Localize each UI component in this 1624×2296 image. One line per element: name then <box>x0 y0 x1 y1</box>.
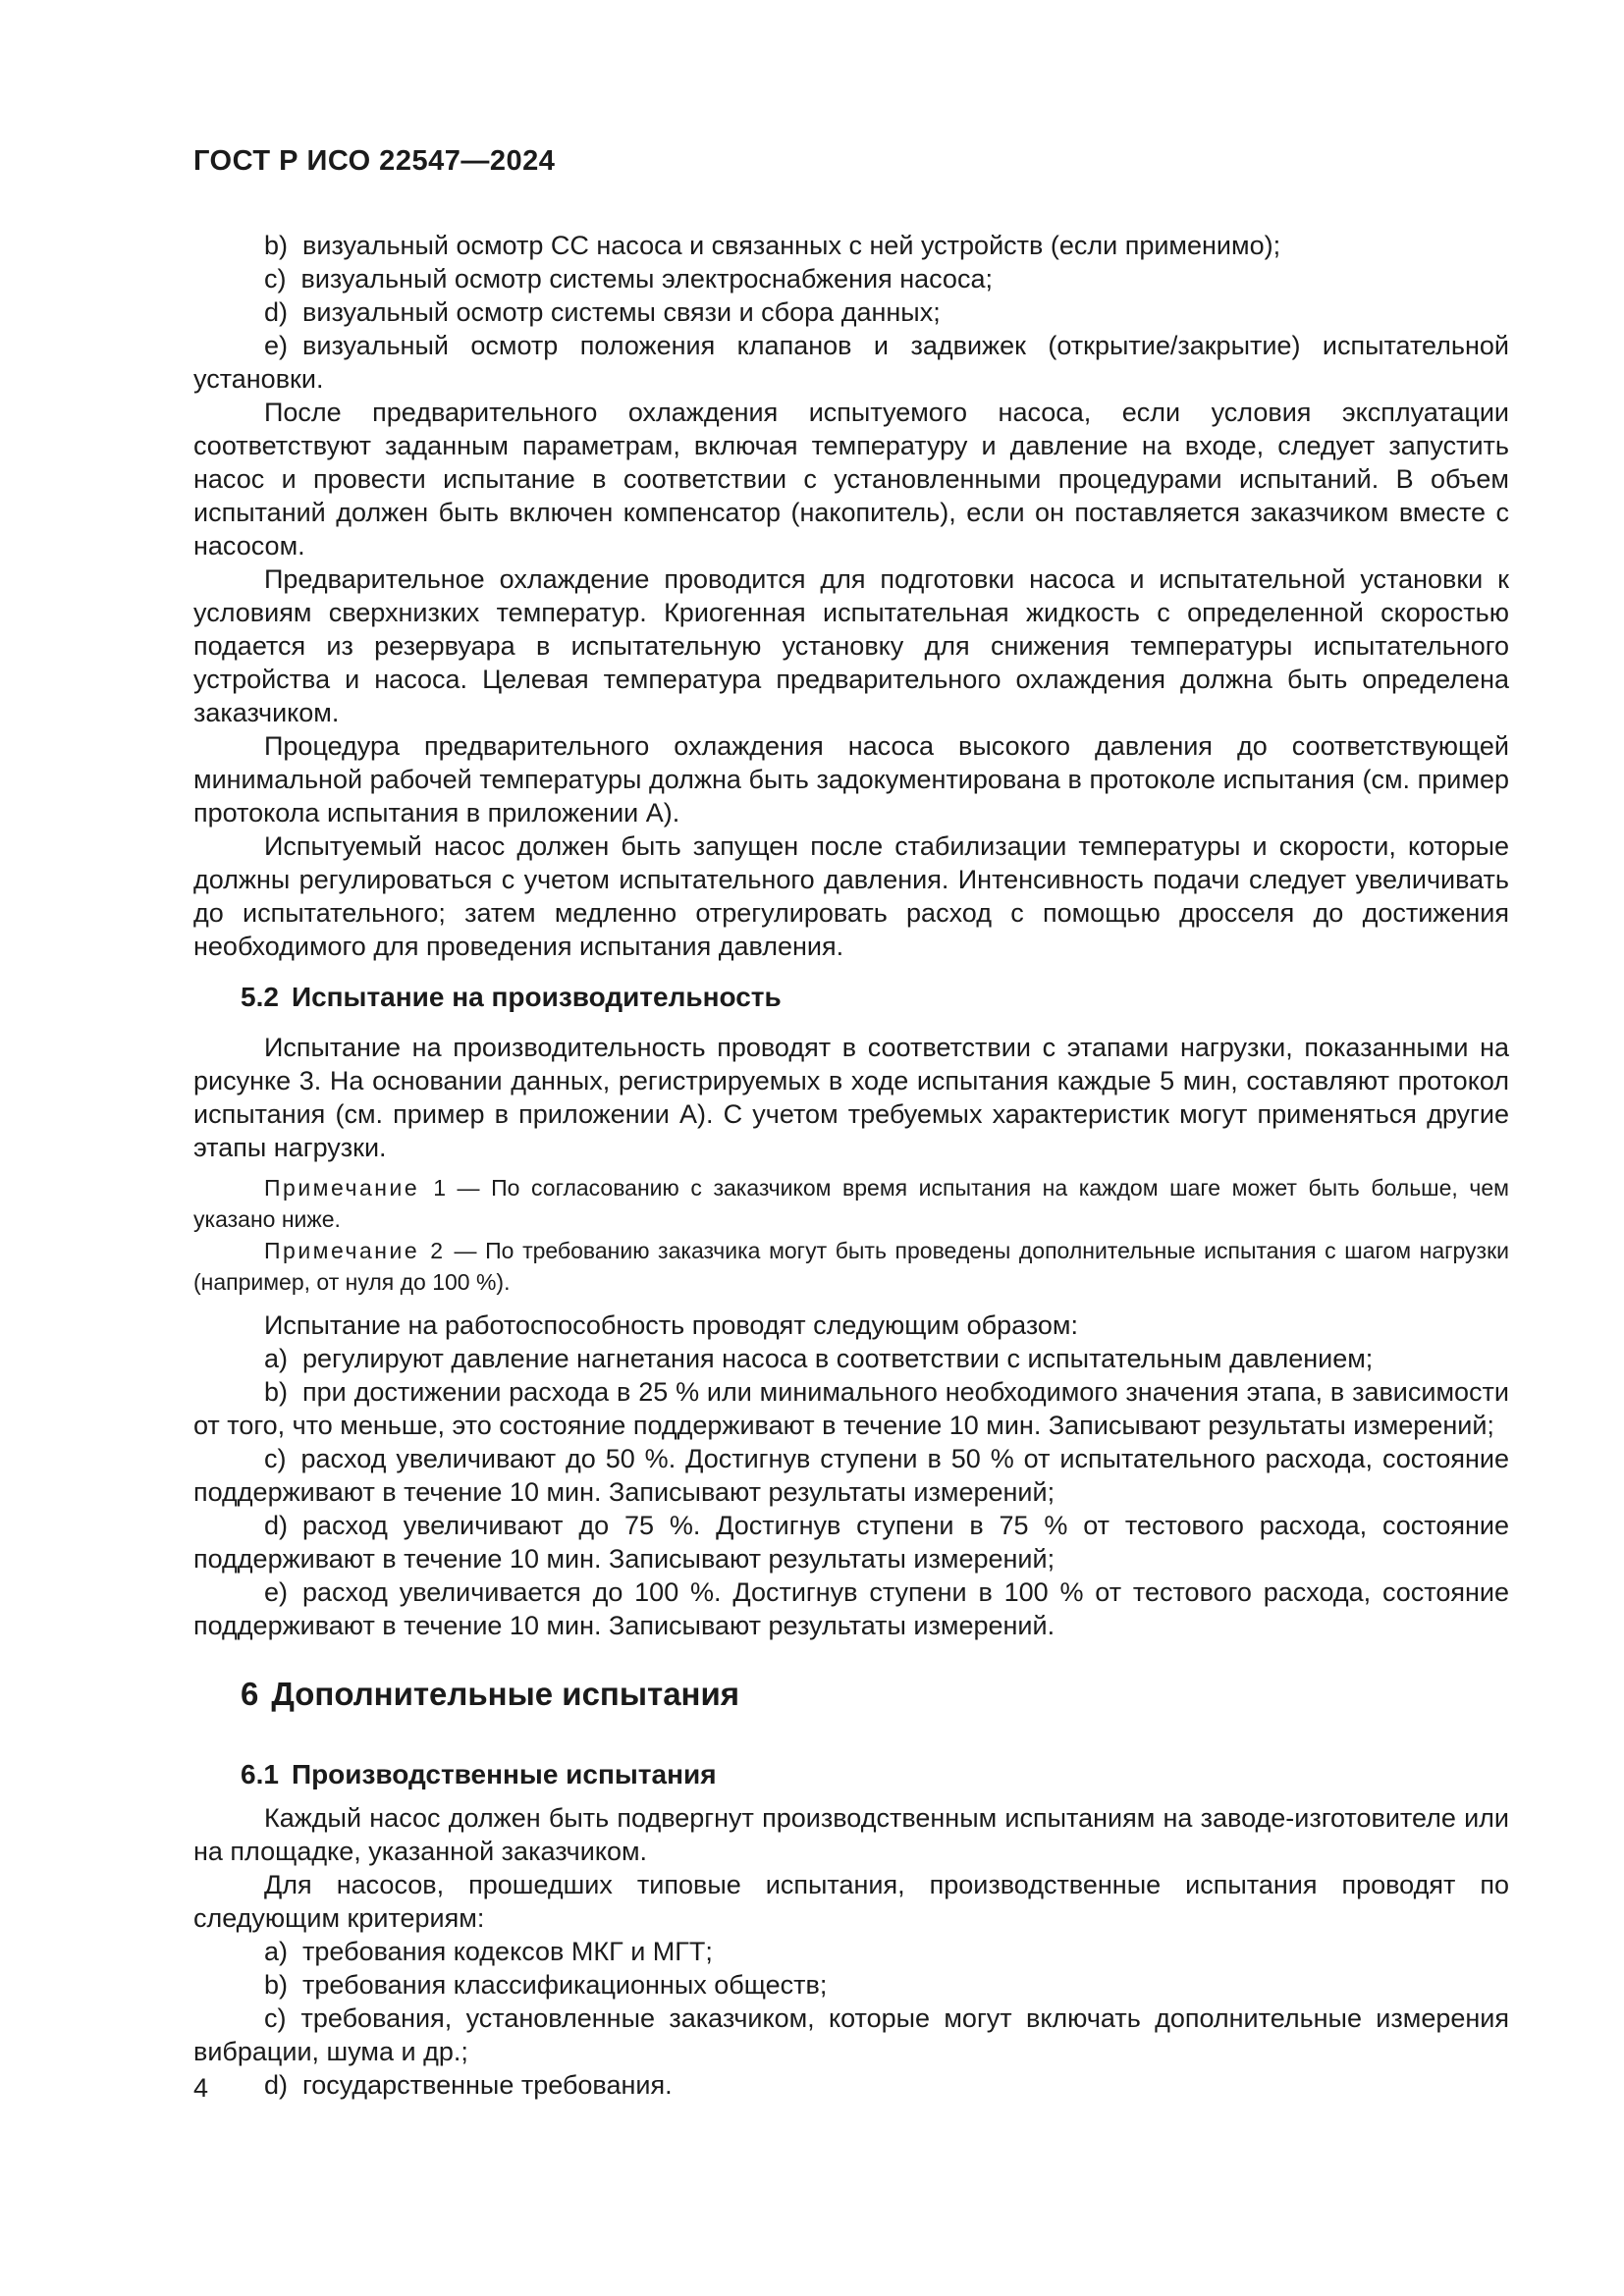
list-marker: d) <box>264 2070 289 2100</box>
page-content <box>193 229 1509 2102</box>
running-header: ГОСТ Р ИСО 22547—2024 <box>193 145 556 177</box>
list-item <box>193 1968 1509 2002</box>
heading-number: 6.1 <box>241 1759 279 1789</box>
section-heading-6 <box>193 1673 1509 1716</box>
notes-block <box>193 1172 1509 1298</box>
note-text: — По требованию заказчика могут быть проведены дополнительные испытания с шагом нагрузки (например, от нуля до 100 %). <box>193 1238 1509 1295</box>
list-item <box>193 1509 1509 1575</box>
subsection-heading-5-2 <box>193 978 1509 1017</box>
list-marker: c) <box>264 2003 287 2033</box>
list-item <box>193 2002 1509 2068</box>
paragraph: Испытание на производительность проводят в соответствии с этапами нагрузки, показанными на рисунке 3. На основании данных, регистрируемых в ходе испытания каждые 5 мин, составляют протокол испытания (см. пример в приложении А). С учетом требуемых характеристик могут применяться другие этапы нагрузки. <box>193 1033 1509 1162</box>
list-item <box>193 329 1509 396</box>
paragraph: После предварительного охлаждения испытуемого насоса, если условия эксплуатации соответствуют заданным параметрам, включая температуру и давление на входе, следует запустить насос и провести испытание в соответствии с установленными процедурами испытаний. В объем испытаний должен быть включен компенсатор (накопитель), если он поставляется заказчиком вместе с насосом. <box>193 398 1509 561</box>
list-item-text: визуальный осмотр СС насоса и связанных с ней устройств (если применимо); <box>302 231 1281 260</box>
list-item <box>193 1442 1509 1509</box>
paragraph: Испытание на работоспособность проводят следующим образом: <box>264 1310 1078 1340</box>
paragraph: Испытуемый насос должен быть запущен после стабилизации температуры и скорости, которые должны регулироваться с учетом испытательного давления. Интенсивность подачи следует увеличивать до испытательного; затем медленно отрегулировать расход с помощью дросселя до достижения необходимого для проведения испытания давления. <box>193 831 1509 961</box>
list-item <box>193 2068 1509 2102</box>
list-item-text: требования классификационных обществ; <box>302 1970 828 2000</box>
list-item-text: требования кодексов МКГ и МГТ; <box>302 1937 713 1966</box>
list-marker: a) <box>264 1937 289 1966</box>
heading-number: 5.2 <box>241 982 279 1012</box>
note <box>193 1172 1509 1235</box>
paragraph: Процедура предварительного охлаждения насоса высокого давления до соответствующей минимальной рабочей температуры должна быть задокументирована в протоколе испытания (см. пример протокола испытания в приложении А). <box>193 731 1509 828</box>
page-number: 4 <box>193 2073 209 2103</box>
list-item-text: визуальный осмотр положения клапанов и задвижек (открытие/закрытие) испытательной установки. <box>193 331 1509 394</box>
heading-title: Производственные испытания <box>291 1759 717 1789</box>
list-item <box>193 295 1509 329</box>
list-item-text: при достижении расхода в 25 % или минимального необходимого значения этапа, в зависимости от того, что меньше, это состояние поддерживают в течение 10 мин. Записывают результаты измерений; <box>193 1377 1509 1440</box>
list-item-text: расход увеличивают до 75 %. Достигнув ступени в 75 % от тестового расхода, состояние поддерживают в течение 10 мин. Записывают результаты измерений; <box>193 1511 1509 1574</box>
note-label: Примечание 2 <box>264 1238 446 1263</box>
list-marker: c) <box>264 1444 287 1473</box>
list-item-text: требования, установленные заказчиком, которые могут включать дополнительные измерения вибрации, шума и др.; <box>193 2003 1509 2066</box>
list-marker: b) <box>264 1970 289 2000</box>
paragraph: Предварительное охлаждение проводится для подготовки насоса и испытательной установки к условиям сверхнизких температур. Криогенная испытательная жидкость с определенной скоростью подается из резервуара в испытательную установку для снижения температуры испытательного устройства и насоса. Целевая температура предварительного охлаждения должна быть определена заказчиком. <box>193 564 1509 727</box>
list-item-text: визуальный осмотр системы связи и сбора данных; <box>302 297 941 327</box>
list-marker: b) <box>264 1377 289 1407</box>
list-item-text: расход увеличивают до 50 %. Достигнув ступени в 50 % от испытательного расхода, состояние поддерживают в течение 10 мин. Записывают результаты измерений; <box>193 1444 1509 1507</box>
list-marker: a) <box>264 1344 289 1373</box>
list-marker: b) <box>264 231 289 260</box>
list-item-text: регулируют давление нагнетания насоса в соответствии с испытательным давлением; <box>302 1344 1374 1373</box>
note-label: Примечание 1 <box>264 1175 449 1201</box>
heading-title: Испытание на производительность <box>291 982 782 1012</box>
note-text: — По согласованию с заказчиком время испытания на каждом шаге может быть больше, чем указано ниже. <box>193 1175 1509 1232</box>
list-item <box>193 1575 1509 1642</box>
list-item <box>193 1375 1509 1442</box>
list-item-text: визуальный осмотр системы электроснабжения насоса; <box>300 264 993 294</box>
list-marker: d) <box>264 297 289 327</box>
subsection-heading-6-1 <box>193 1757 1509 1792</box>
heading-number: 6 <box>241 1676 259 1712</box>
list-item-text: государственные требования. <box>302 2070 673 2100</box>
list-marker: e) <box>264 331 289 360</box>
paragraph: Каждый насос должен быть подвергнут производственным испытаниям на заводе-изготовителе или на площадке, указанной заказчиком. <box>193 1803 1509 1866</box>
note <box>193 1235 1509 1298</box>
list-item <box>193 229 1509 262</box>
list-marker: e) <box>264 1577 289 1607</box>
list-item-text: расход увеличивается до 100 %. Достигнув ступени в 100 % от тестового расхода, состояние поддерживают в течение 10 мин. Записывают результаты измерений. <box>193 1577 1509 1640</box>
list-marker: d) <box>264 1511 289 1540</box>
list-marker: c) <box>264 264 287 294</box>
paragraph: Для насосов, прошедших типовые испытания, производственные испытания проводят по следующим критериям: <box>193 1870 1509 1933</box>
heading-title: Дополнительные испытания <box>271 1676 740 1712</box>
list-item <box>193 1935 1509 1968</box>
list-item <box>193 262 1509 295</box>
list-item <box>193 1342 1509 1375</box>
